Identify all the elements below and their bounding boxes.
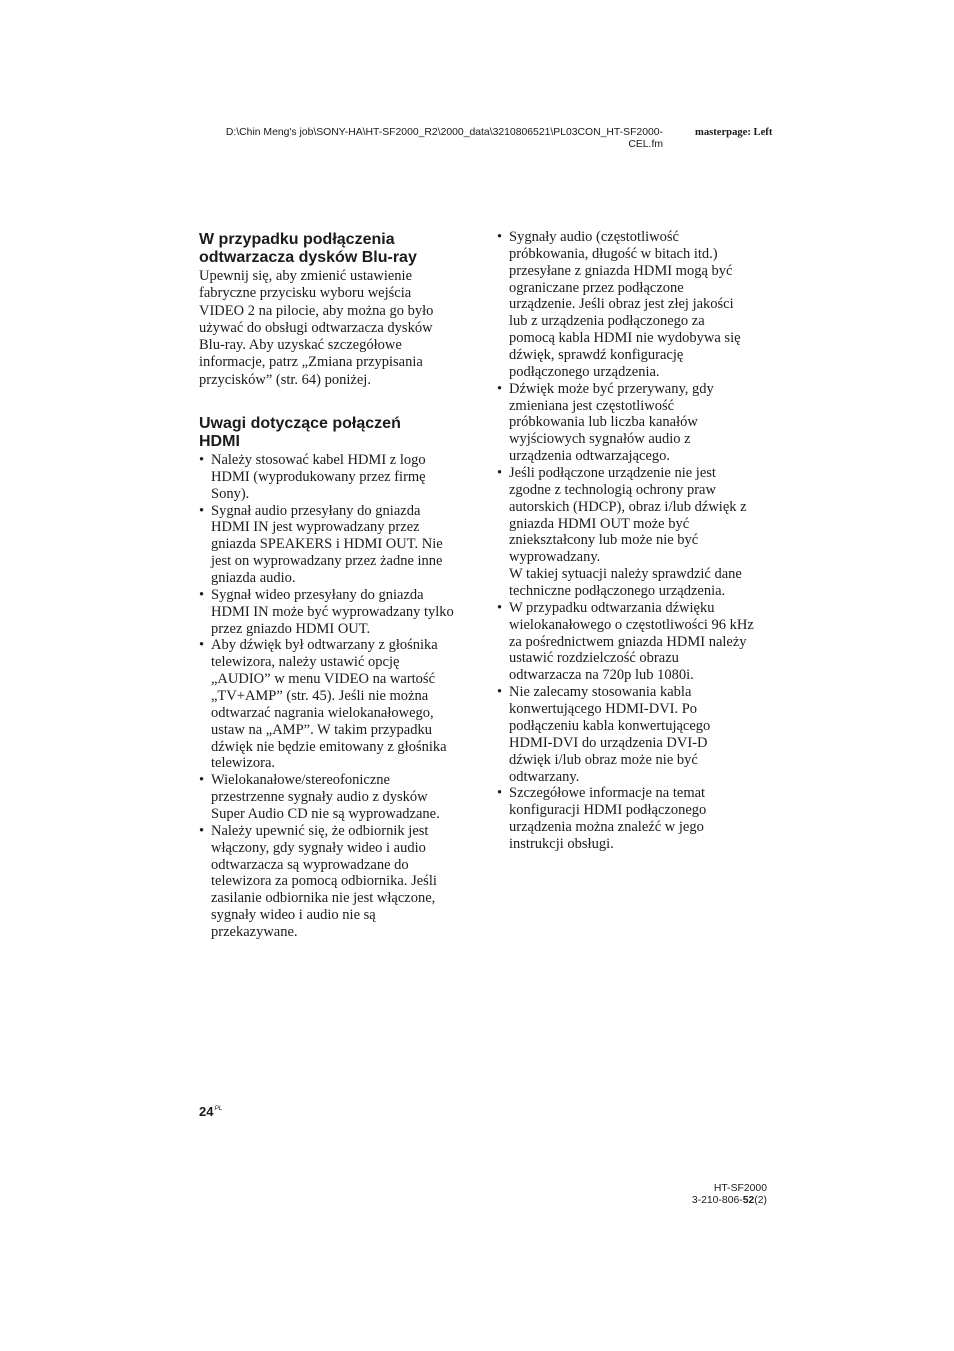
bullet-continuation-line: techniczne podłączonego urządzenia.: [509, 583, 726, 600]
bullet-text: [211, 452, 426, 503]
bullet-line: Sony).: [211, 485, 250, 502]
bullet-line: odtwarzacza na 720p lub 1080i.: [509, 667, 694, 684]
bullet-item: [199, 823, 454, 941]
bullet-item: [199, 503, 454, 587]
bullet-item: [497, 600, 754, 684]
bullet-line: wyjściowych sygnałów audio z: [509, 431, 691, 448]
bullet-text: [211, 587, 454, 638]
bullet-marker: •: [199, 502, 205, 519]
paragraph-line: fabryczne przycisku wyboru wejścia: [199, 285, 412, 302]
hdmi-notes-list-right: [497, 229, 754, 853]
bullet-line: urządzenia można znaleźć w jego: [509, 819, 704, 836]
bullet-line: jest on wyprowadzany przez żadne inne: [211, 553, 443, 570]
bullet-marker: •: [497, 465, 503, 482]
bullet-line: dźwięk nie będzie emitowany z głośnika: [211, 738, 447, 755]
bullet-item: [199, 452, 454, 503]
bullet-line: za pośrednictwem gniazda HDMI należy: [509, 633, 747, 650]
bullet-continuation-line: W takiej sytuacji należy sprawdzić dane: [509, 566, 742, 583]
bullet-line: autorskich (HDCP), obraz i/lub dźwięk z: [509, 498, 747, 515]
bullet-item: [497, 684, 754, 785]
page-number-value: 24: [199, 1104, 214, 1119]
bullet-text: [211, 503, 443, 587]
bullet-line: podłączonego urządzenia.: [509, 363, 660, 380]
bullet-line: sygnały wideo i audio nie są: [211, 907, 376, 924]
paragraph-line: VIDEO 2 na pilocie, aby można go było: [199, 302, 434, 319]
bullet-line: przez gniazdo HDMI OUT.: [211, 620, 371, 637]
document-code-bold: 52: [742, 1195, 755, 1206]
bullet-line: Super Audio CD nie są wyprowadzane.: [211, 806, 440, 823]
page-language-suffix: PL: [214, 1105, 223, 1112]
bullet-line: włączony, gdy sygnały wideo i audio: [211, 839, 426, 856]
bullet-line: konwertującego HDMI-DVI. Po: [509, 701, 698, 718]
bullet-line: Dźwięk może być przerywany, gdy: [509, 380, 714, 397]
bullet-line: przekazywane.: [211, 924, 298, 941]
bullet-marker: •: [199, 637, 205, 654]
bullet-line: Jeśli podłączone urządzenie nie jest: [509, 465, 716, 482]
bullet-line: W przypadku odtwarzania dźwięku: [509, 599, 715, 616]
bullet-line: odtwarzać nagrania wielokanałowego,: [211, 704, 434, 721]
bullet-line: gniazda HDMI OUT może być: [509, 515, 690, 532]
bullet-marker: •: [497, 785, 503, 802]
bullet-line: Sygnał wideo przesyłany do gniazda: [211, 586, 424, 603]
heading-line: W przypadku podłączenia: [199, 231, 395, 248]
bullet-line: wielokanałowego o częstotliwości 96 kHz: [509, 616, 754, 633]
bullet-line: Aby dźwięk był odtwarzany z głośnika: [211, 637, 438, 654]
bullet-marker: •: [497, 229, 503, 245]
paragraph-line: przycisków” (str. 64) poniżej.: [199, 371, 371, 388]
paragraph-line: informacje, patrz „Zmiana przypisania: [199, 354, 423, 371]
bullet-marker: •: [497, 684, 503, 701]
heading-line: odtwarzacza dysków Blu-ray: [199, 248, 417, 266]
section-heading-hdmi-notes: [199, 415, 401, 451]
bullet-marker: •: [199, 822, 205, 839]
bullet-line: HDMI IN jest wyprowadzany przez: [211, 519, 420, 536]
bullet-line: telewizora za pomocą odbiornika. Jeśli: [211, 873, 437, 890]
bullet-line: podłączeniu kabla konwertującego: [509, 717, 711, 734]
document-footer: [600, 1183, 767, 1207]
bullet-line: Należy stosować kabel HDMI z logo: [211, 452, 426, 468]
bullet-marker: •: [497, 599, 503, 616]
file-path-line-1: D:\Chin Meng's job\SONY-HA\HT-SF2000_R2\2000_data\3210806521\PL03CON_HT-SF2000-: [225, 127, 663, 138]
bullet-line: konfiguracji HDMI podłączonego: [509, 802, 707, 819]
document-code: [600, 1195, 767, 1207]
bullet-line: zmieniana jest częstotliwość: [509, 397, 675, 414]
document-code-prefix: 3-210-806-: [691, 1195, 743, 1206]
paragraph-line: Blu-ray. Aby uzyskać szczegółowe: [199, 337, 402, 354]
bullet-text: [211, 772, 440, 823]
hdmi-notes-list-left: [199, 452, 454, 941]
bullet-line: dźwięk, sprawdź konfigurację: [509, 347, 684, 364]
bullet-marker: •: [199, 586, 205, 603]
bullet-line: próbkowania lub liczba kanałów: [509, 414, 698, 431]
bullet-line: HDMI (wyprodukowany przez firmę: [211, 468, 426, 485]
bullet-line: zniekształcony lub może nie być: [509, 532, 699, 549]
bullet-line: ustaw na „AMP”. W takim przypadku: [211, 721, 432, 738]
bullet-item: [199, 587, 454, 638]
bullet-line: ograniczane przez podłączone: [509, 279, 684, 296]
masterpage-label: masterpage: Left: [695, 127, 773, 138]
bullet-line: Sygnał audio przesyłany do gniazda: [211, 502, 421, 519]
paragraph-line: używać do obsługi odtwarzacza dysków: [199, 319, 433, 336]
bullet-line: dźwięk i/lub obraz może nie być: [509, 751, 698, 768]
blu-ray-paragraph: [199, 268, 433, 389]
page-number: [199, 1101, 222, 1119]
bullet-text: [211, 637, 447, 772]
bullet-line: ustawić rozdzielczość obrazu: [509, 650, 679, 667]
heading-line: Uwagi dotyczące połączeń: [199, 415, 401, 432]
bullet-line: Wielokanałowe/stereofoniczne: [211, 772, 390, 789]
bullet-line: pomocą kabla HDMI nie wydobywa się: [509, 330, 741, 347]
bullet-text: [509, 381, 714, 465]
bullet-line: HDMI IN może być wyprowadzany tylko: [211, 603, 454, 620]
bullet-item: [497, 785, 754, 852]
bullet-line: gniazda audio.: [211, 570, 296, 587]
bullet-line: przesyłane z gniazda HDMI mogą być: [509, 262, 733, 279]
bullet-item: [199, 772, 454, 823]
paragraph-line: Upewnij się, aby zmienić ustawienie: [199, 268, 413, 284]
bullet-line: Nie zalecamy stosowania kabla: [509, 684, 692, 701]
bullet-line: Sygnały audio (częstotliwość: [509, 229, 679, 245]
bullet-line: wyprowadzany.: [509, 549, 601, 566]
bullet-line: „TV+AMP” (str. 45). Jeśli nie można: [211, 688, 429, 705]
file-path-line-2: CEL.fm: [628, 138, 663, 150]
bullet-line: telewizora, należy ustawić opcję: [211, 654, 400, 671]
bullet-line: telewizora.: [211, 755, 276, 772]
bullet-line: przestrzenne sygnały audio z dysków: [211, 789, 428, 806]
section-heading-blu-ray: [199, 231, 417, 267]
bullet-marker: •: [199, 772, 205, 789]
bullet-item: [497, 465, 754, 600]
bullet-text: [211, 823, 437, 941]
bullet-marker: •: [199, 452, 205, 468]
bullet-line: Należy upewnić się, że odbiornik jest: [211, 822, 429, 839]
model-number: HT-SF2000: [713, 1183, 767, 1194]
bullet-text: [509, 465, 747, 600]
bullet-line: urządzenia odtwarzającego.: [509, 448, 671, 465]
bullet-text: [509, 684, 710, 785]
bullet-line: urządzenie. Jeśli obraz jest złej jakości: [509, 296, 734, 313]
bullet-line: „AUDIO” w menu VIDEO na wartość: [211, 671, 436, 688]
bullet-line: Szczegółowe informacje na temat: [509, 785, 706, 802]
bullet-line: odtwarzacza są wyprowadzane do: [211, 856, 409, 873]
bullet-text: [509, 600, 754, 684]
bullet-line: instrukcji obsługi.: [509, 835, 614, 852]
bullet-text: [509, 229, 741, 381]
bullet-item: [199, 637, 454, 772]
bullet-line: HDMI-DVI do urządzenia DVI-D: [509, 734, 708, 751]
bullet-line: zgodne z technologią ochrony praw: [509, 481, 716, 498]
bullet-line: odtwarzany.: [509, 768, 580, 785]
file-path-header: [190, 127, 663, 150]
heading-line: HDMI: [199, 432, 240, 450]
bullet-text: [509, 785, 706, 852]
bullet-line: gniazda SPEAKERS i HDMI OUT. Nie: [211, 536, 443, 553]
document-code-suffix: (2): [754, 1195, 767, 1206]
bullet-item: [497, 381, 754, 465]
bullet-line: zasilanie odbiornika nie jest włączone,: [211, 890, 436, 907]
bullet-item: [497, 229, 754, 381]
bullet-marker: •: [497, 380, 503, 397]
bullet-line: lub z urządzenia podłączonego za: [509, 313, 705, 330]
bullet-line: próbkowania, długość w bitach itd.): [509, 245, 718, 262]
